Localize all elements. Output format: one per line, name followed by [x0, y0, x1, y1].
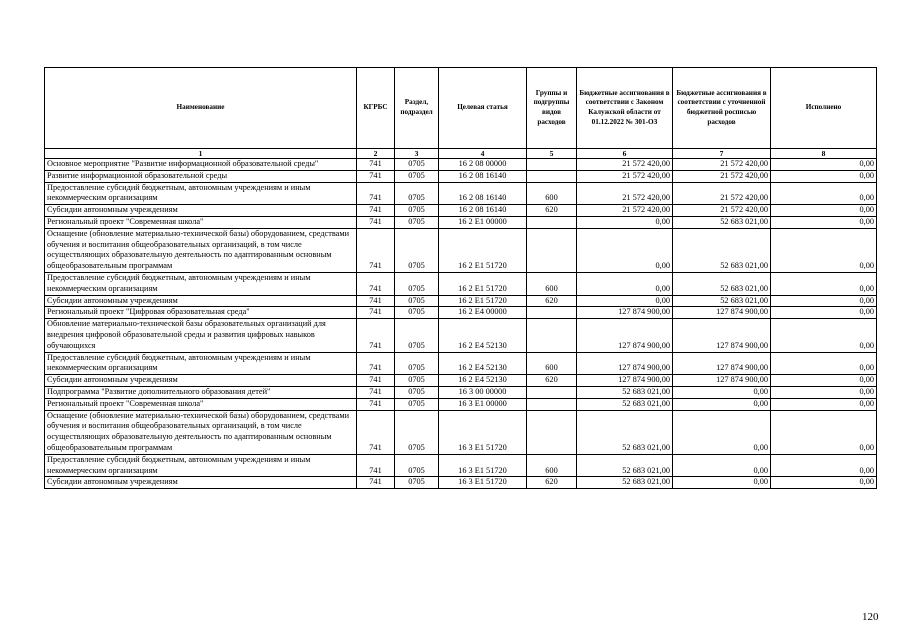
row-name: Развитие информационной образовательной среды	[45, 170, 357, 182]
row-target-article: 16 2 E4 00000	[439, 307, 527, 319]
header-row	[45, 68, 877, 149]
row-expense-group	[527, 386, 577, 398]
row-section: 0705	[395, 410, 439, 454]
header-target-article: Целевая статья	[439, 68, 527, 149]
row-target-article: 16 2 08 16140	[439, 182, 527, 205]
row-law-allocation: 52 683 021,00	[577, 454, 673, 477]
row-section: 0705	[395, 228, 439, 272]
header-revised-allocations: Бюджетные ассигнования в соответствии с уточненной бюджетной росписью расходов	[673, 68, 771, 149]
row-revised-allocation: 0,00	[673, 398, 771, 410]
row-kgrbs: 741	[357, 410, 395, 454]
row-expense-group	[527, 228, 577, 272]
header-executed: Исполнено	[771, 68, 877, 149]
row-revised-allocation: 127 874 900,00	[673, 319, 771, 352]
table-row	[45, 205, 877, 217]
table-row	[45, 375, 877, 387]
row-executed: 0,00	[771, 477, 877, 489]
row-section: 0705	[395, 272, 439, 295]
row-section: 0705	[395, 319, 439, 352]
table-row	[45, 272, 877, 295]
row-law-allocation: 52 683 021,00	[577, 398, 673, 410]
column-number: 8	[771, 149, 877, 159]
row-expense-group	[527, 410, 577, 454]
row-target-article: 16 3 E1 00000	[439, 398, 527, 410]
row-executed: 0,00	[771, 182, 877, 205]
row-target-article: 16 2 E1 51720	[439, 295, 527, 307]
row-target-article: 16 2 E4 52130	[439, 352, 527, 375]
column-number-row	[45, 149, 877, 159]
column-number: 5	[527, 149, 577, 159]
row-revised-allocation: 0,00	[673, 477, 771, 489]
row-revised-allocation: 127 874 900,00	[673, 352, 771, 375]
row-law-allocation: 0,00	[577, 272, 673, 295]
row-name: Предоставление субсидий бюджетным, автономным учреждениям и иным некоммерческим организациям	[45, 454, 357, 477]
row-expense-group	[527, 307, 577, 319]
table-row	[45, 182, 877, 205]
row-revised-allocation: 52 683 021,00	[673, 216, 771, 228]
column-number: 7	[673, 149, 771, 159]
row-executed: 0,00	[771, 352, 877, 375]
row-target-article: 16 2 E1 51720	[439, 272, 527, 295]
row-section: 0705	[395, 170, 439, 182]
row-section: 0705	[395, 386, 439, 398]
table-row	[45, 398, 877, 410]
row-kgrbs: 741	[357, 228, 395, 272]
table-row	[45, 477, 877, 489]
table-body	[45, 159, 877, 489]
header-kgrbs: КГРБС	[357, 68, 395, 149]
row-law-allocation: 21 572 420,00	[577, 205, 673, 217]
row-revised-allocation: 52 683 021,00	[673, 295, 771, 307]
row-revised-allocation: 21 572 420,00	[673, 205, 771, 217]
row-law-allocation: 21 572 420,00	[577, 170, 673, 182]
column-number: 2	[357, 149, 395, 159]
table-row	[45, 159, 877, 171]
row-kgrbs: 741	[357, 454, 395, 477]
row-law-allocation: 52 683 021,00	[577, 386, 673, 398]
row-name: Региональный проект "Современная школа"	[45, 216, 357, 228]
row-law-allocation: 0,00	[577, 295, 673, 307]
row-target-article: 16 2 E1 00000	[439, 216, 527, 228]
table-row	[45, 295, 877, 307]
row-expense-group	[527, 170, 577, 182]
row-revised-allocation: 0,00	[673, 454, 771, 477]
row-name: Региональный проект "Цифровая образовательная среда"	[45, 307, 357, 319]
row-expense-group: 620	[527, 295, 577, 307]
row-kgrbs: 741	[357, 375, 395, 387]
row-name: Субсидии автономным учреждениям	[45, 205, 357, 217]
row-section: 0705	[395, 295, 439, 307]
row-name: Региональный проект "Современная школа"	[45, 398, 357, 410]
row-kgrbs: 741	[357, 307, 395, 319]
header-name: Наименование	[45, 68, 357, 149]
row-executed: 0,00	[771, 295, 877, 307]
row-law-allocation: 21 572 420,00	[577, 182, 673, 205]
row-law-allocation: 21 572 420,00	[577, 159, 673, 171]
table-row	[45, 319, 877, 352]
row-target-article: 16 2 08 16140	[439, 170, 527, 182]
row-kgrbs: 741	[357, 205, 395, 217]
row-revised-allocation: 21 572 420,00	[673, 170, 771, 182]
column-number: 4	[439, 149, 527, 159]
row-revised-allocation: 0,00	[673, 386, 771, 398]
table-row	[45, 228, 877, 272]
table-row	[45, 216, 877, 228]
row-law-allocation: 52 683 021,00	[577, 410, 673, 454]
row-kgrbs: 741	[357, 319, 395, 352]
row-kgrbs: 741	[357, 295, 395, 307]
row-revised-allocation: 52 683 021,00	[673, 228, 771, 272]
table-row	[45, 410, 877, 454]
row-target-article: 16 2 08 16140	[439, 205, 527, 217]
row-executed: 0,00	[771, 228, 877, 272]
row-law-allocation: 52 683 021,00	[577, 477, 673, 489]
header-law-allocations: Бюджетные ассигнования в соответствии с Законом Калужской области от 01.12.2022 № 301-ОЗ	[577, 68, 673, 149]
row-name: Оснащение (обновление материально-технической базы) оборудованием, средствами обучения и воспитания общеобразовательных организаций, в том числе осуществляющих образовательную деятельность по адаптированным основным общеобразовательным программам	[45, 410, 357, 454]
row-expense-group	[527, 319, 577, 352]
row-kgrbs: 741	[357, 477, 395, 489]
row-name: Субсидии автономным учреждениям	[45, 477, 357, 489]
row-section: 0705	[395, 477, 439, 489]
row-law-allocation: 0,00	[577, 228, 673, 272]
row-expense-group	[527, 159, 577, 171]
row-kgrbs: 741	[357, 182, 395, 205]
row-executed: 0,00	[771, 159, 877, 171]
row-executed: 0,00	[771, 307, 877, 319]
row-name: Оснащение (обновление материально-технической базы) оборудованием, средствами обучения и воспитания общеобразовательных организаций, в том числе осуществляющих образовательную деятельность по адаптированным основным общеобразовательным программам	[45, 228, 357, 272]
column-number: 1	[45, 149, 357, 159]
row-target-article: 16 3 E1 51720	[439, 454, 527, 477]
row-section: 0705	[395, 454, 439, 477]
table-row	[45, 170, 877, 182]
row-law-allocation: 127 874 900,00	[577, 352, 673, 375]
row-expense-group: 600	[527, 272, 577, 295]
row-law-allocation: 127 874 900,00	[577, 375, 673, 387]
row-kgrbs: 741	[357, 216, 395, 228]
row-kgrbs: 741	[357, 352, 395, 375]
row-kgrbs: 741	[357, 170, 395, 182]
row-expense-group: 600	[527, 182, 577, 205]
row-expense-group: 620	[527, 375, 577, 387]
row-executed: 0,00	[771, 454, 877, 477]
row-executed: 0,00	[771, 375, 877, 387]
row-name: Основное мероприятие "Развитие информационной образовательной среды"	[45, 159, 357, 171]
column-number: 6	[577, 149, 673, 159]
row-expense-group: 620	[527, 205, 577, 217]
table-row	[45, 307, 877, 319]
table-row	[45, 352, 877, 375]
table-row	[45, 386, 877, 398]
row-expense-group	[527, 398, 577, 410]
row-executed: 0,00	[771, 386, 877, 398]
table-row	[45, 454, 877, 477]
row-revised-allocation: 127 874 900,00	[673, 375, 771, 387]
row-law-allocation: 0,00	[577, 216, 673, 228]
row-name: Субсидии автономным учреждениям	[45, 375, 357, 387]
row-expense-group: 600	[527, 454, 577, 477]
row-name: Подпрограмма "Развитие дополнительного образования детей"	[45, 386, 357, 398]
budget-table	[44, 67, 877, 489]
row-section: 0705	[395, 375, 439, 387]
row-target-article: 16 3 E1 51720	[439, 410, 527, 454]
row-law-allocation: 127 874 900,00	[577, 307, 673, 319]
row-executed: 0,00	[771, 205, 877, 217]
row-expense-group: 620	[527, 477, 577, 489]
row-kgrbs: 741	[357, 398, 395, 410]
row-section: 0705	[395, 159, 439, 171]
header-expense-groups: Группы и подгруппы видов расходов	[527, 68, 577, 149]
row-executed: 0,00	[771, 272, 877, 295]
row-section: 0705	[395, 307, 439, 319]
row-kgrbs: 741	[357, 272, 395, 295]
row-law-allocation: 127 874 900,00	[577, 319, 673, 352]
column-number: 3	[395, 149, 439, 159]
row-section: 0705	[395, 398, 439, 410]
row-executed: 0,00	[771, 170, 877, 182]
row-revised-allocation: 21 572 420,00	[673, 182, 771, 205]
row-section: 0705	[395, 182, 439, 205]
header-section: Раздел, подраздел	[395, 68, 439, 149]
row-target-article: 16 3 E1 51720	[439, 477, 527, 489]
row-name: Предоставление субсидий бюджетным, автономным учреждениям и иным некоммерческим организациям	[45, 352, 357, 375]
row-section: 0705	[395, 352, 439, 375]
row-name: Предоставление субсидий бюджетным, автономным учреждениям и иным некоммерческим организациям	[45, 182, 357, 205]
row-name: Обновление материально-технической базы образовательных организаций для внедрения цифровой образовательной среды и развития цифровых навыков обучающихся	[45, 319, 357, 352]
row-revised-allocation: 127 874 900,00	[673, 307, 771, 319]
row-executed: 0,00	[771, 216, 877, 228]
row-target-article: 16 2 08 00000	[439, 159, 527, 171]
row-expense-group: 600	[527, 352, 577, 375]
page-number: 120	[862, 611, 879, 623]
row-executed: 0,00	[771, 319, 877, 352]
row-kgrbs: 741	[357, 159, 395, 171]
row-name: Субсидии автономным учреждениям	[45, 295, 357, 307]
row-revised-allocation: 21 572 420,00	[673, 159, 771, 171]
row-section: 0705	[395, 216, 439, 228]
row-target-article: 16 2 E4 52130	[439, 319, 527, 352]
row-kgrbs: 741	[357, 386, 395, 398]
row-target-article: 16 2 E4 52130	[439, 375, 527, 387]
row-executed: 0,00	[771, 410, 877, 454]
row-target-article: 16 2 E1 51720	[439, 228, 527, 272]
row-executed: 0,00	[771, 398, 877, 410]
row-name: Предоставление субсидий бюджетным, автономным учреждениям и иным некоммерческим организациям	[45, 272, 357, 295]
row-revised-allocation: 0,00	[673, 410, 771, 454]
row-revised-allocation: 52 683 021,00	[673, 272, 771, 295]
row-section: 0705	[395, 205, 439, 217]
row-expense-group	[527, 216, 577, 228]
row-target-article: 16 3 00 00000	[439, 386, 527, 398]
